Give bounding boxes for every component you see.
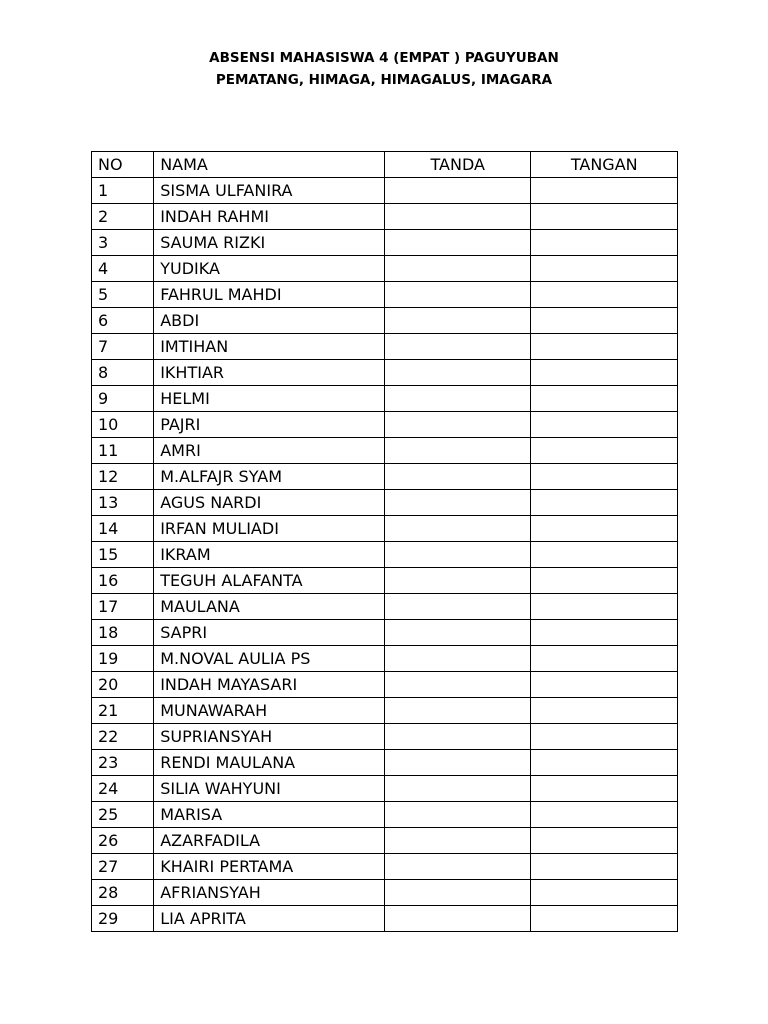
table-row [92,646,678,672]
table-row [92,802,678,828]
table-row [92,438,678,464]
row-number-cell: 3 [92,230,154,256]
header-nama: NAMA [154,152,385,178]
row-name-cell: M.NOVAL AULIA PS [154,646,385,672]
signature-cell-tanda[interactable] [384,880,531,906]
row-number-cell: 8 [92,360,154,386]
row-number-cell: 14 [92,516,154,542]
row-number-cell: 12 [92,464,154,490]
table-row [92,672,678,698]
signature-cell-tanda[interactable] [384,360,531,386]
signature-cell-tangan[interactable] [531,620,678,646]
signature-cell-tangan[interactable] [531,282,678,308]
table-row [92,568,678,594]
row-number-cell: 5 [92,282,154,308]
table-row [92,334,678,360]
row-number-cell: 13 [92,490,154,516]
signature-cell-tanda[interactable] [384,386,531,412]
signature-cell-tanda[interactable] [384,750,531,776]
table-row [92,594,678,620]
signature-cell-tanda[interactable] [384,412,531,438]
table-row [92,880,678,906]
table-row [92,282,678,308]
row-name-cell: MAULANA [154,594,385,620]
signature-cell-tanda[interactable] [384,308,531,334]
row-number-cell: 25 [92,802,154,828]
signature-cell-tangan[interactable] [531,256,678,282]
row-number-cell: 19 [92,646,154,672]
signature-cell-tangan[interactable] [531,880,678,906]
signature-cell-tangan[interactable] [531,594,678,620]
signature-cell-tangan[interactable] [531,802,678,828]
signature-cell-tanda[interactable] [384,230,531,256]
row-number-cell: 21 [92,698,154,724]
signature-cell-tanda[interactable] [384,776,531,802]
table-row [92,412,678,438]
signature-cell-tangan[interactable] [531,672,678,698]
row-number-cell: 18 [92,620,154,646]
row-name-cell: FAHRUL MAHDI [154,282,385,308]
table-row [92,542,678,568]
signature-cell-tangan[interactable] [531,412,678,438]
table-row [92,516,678,542]
signature-cell-tanda[interactable] [384,516,531,542]
signature-cell-tanda[interactable] [384,464,531,490]
row-name-cell: PAJRI [154,412,385,438]
signature-cell-tanda[interactable] [384,178,531,204]
row-number-cell: 27 [92,854,154,880]
signature-cell-tanda[interactable] [384,282,531,308]
row-number-cell: 24 [92,776,154,802]
table-row [92,490,678,516]
signature-cell-tanda[interactable] [384,698,531,724]
row-name-cell: MARISA [154,802,385,828]
signature-cell-tangan[interactable] [531,490,678,516]
row-name-cell: ABDI [154,308,385,334]
row-number-cell: 22 [92,724,154,750]
signature-cell-tangan[interactable] [531,750,678,776]
row-number-cell: 10 [92,412,154,438]
row-name-cell: M.ALFAJR SYAM [154,464,385,490]
row-number-cell: 23 [92,750,154,776]
signature-cell-tangan[interactable] [531,178,678,204]
signature-cell-tanda[interactable] [384,724,531,750]
row-name-cell: SAPRI [154,620,385,646]
table-row [92,750,678,776]
signature-cell-tanda[interactable] [384,906,531,932]
row-name-cell: IRFAN MULIADI [154,516,385,542]
header-tanda: TANDA [384,152,531,178]
table-row [92,256,678,282]
signature-cell-tangan[interactable] [531,906,678,932]
table-row [92,906,678,932]
table-row [92,854,678,880]
signature-cell-tanda[interactable] [384,646,531,672]
table-row [92,776,678,802]
signature-cell-tanda[interactable] [384,672,531,698]
table-row [92,828,678,854]
signature-cell-tangan[interactable] [531,828,678,854]
row-name-cell: AMRI [154,438,385,464]
attendance-table [91,151,678,932]
signature-cell-tangan[interactable] [531,698,678,724]
row-name-cell: SILIA WAHYUNI [154,776,385,802]
signature-cell-tanda[interactable] [384,620,531,646]
row-name-cell: IKRAM [154,542,385,568]
signature-cell-tangan[interactable] [531,334,678,360]
signature-cell-tangan[interactable] [531,386,678,412]
table-row [92,386,678,412]
row-name-cell: YUDIKA [154,256,385,282]
row-name-cell: KHAIRI PERTAMA [154,854,385,880]
table-body [92,178,678,932]
document-title-line-1: ABSENSI MAHASISWA 4 (EMPAT ) PAGUYUBAN [209,50,559,66]
row-name-cell: LIA APRITA [154,906,385,932]
row-number-cell: 15 [92,542,154,568]
row-name-cell: SUPRIANSYAH [154,724,385,750]
row-number-cell: 7 [92,334,154,360]
signature-cell-tangan[interactable] [531,568,678,594]
row-name-cell: SISMA ULFANIRA [154,178,385,204]
signature-cell-tanda[interactable] [384,828,531,854]
document-title-line-2: PEMATANG, HIMAGA, HIMAGALUS, IMAGARA [215,72,553,88]
table-row [92,308,678,334]
signature-cell-tangan[interactable] [531,776,678,802]
row-name-cell: INDAH RAHMI [154,204,385,230]
signature-cell-tangan[interactable] [531,464,678,490]
signature-cell-tanda[interactable] [384,256,531,282]
signature-cell-tanda[interactable] [384,594,531,620]
row-name-cell: AGUS NARDI [154,490,385,516]
signature-cell-tanda[interactable] [384,802,531,828]
row-number-cell: 11 [92,438,154,464]
row-number-cell: 16 [92,568,154,594]
row-number-cell: 1 [92,178,154,204]
signature-cell-tangan[interactable] [531,724,678,750]
table-row [92,724,678,750]
row-name-cell: TEGUH ALAFANTA [154,568,385,594]
signature-cell-tanda[interactable] [384,334,531,360]
row-name-cell: IKHTIAR [154,360,385,386]
row-number-cell: 29 [92,906,154,932]
table-row [92,178,678,204]
signature-cell-tangan[interactable] [531,204,678,230]
row-number-cell: 9 [92,386,154,412]
table-row [92,620,678,646]
signature-cell-tangan[interactable] [531,542,678,568]
table-row [92,464,678,490]
row-number-cell: 17 [92,594,154,620]
signature-cell-tanda[interactable] [384,438,531,464]
row-number-cell: 2 [92,204,154,230]
table-header-row [92,152,678,178]
signature-cell-tangan[interactable] [531,854,678,880]
row-name-cell: MUNAWARAH [154,698,385,724]
signature-cell-tanda[interactable] [384,854,531,880]
row-name-cell: HELMI [154,386,385,412]
signature-cell-tanda[interactable] [384,568,531,594]
signature-cell-tangan[interactable] [531,646,678,672]
header-tangan: TANGAN [531,152,678,178]
row-name-cell: IMTIHAN [154,334,385,360]
row-number-cell: 6 [92,308,154,334]
row-number-cell: 20 [92,672,154,698]
signature-cell-tangan[interactable] [531,516,678,542]
signature-cell-tangan[interactable] [531,360,678,386]
signature-cell-tangan[interactable] [531,230,678,256]
row-number-cell: 26 [92,828,154,854]
row-name-cell: AFRIANSYAH [154,880,385,906]
row-name-cell: RENDI MAULANA [154,750,385,776]
signature-cell-tanda[interactable] [384,490,531,516]
signature-cell-tanda[interactable] [384,204,531,230]
row-name-cell: AZARFADILA [154,828,385,854]
signature-cell-tangan[interactable] [531,308,678,334]
signature-cell-tanda[interactable] [384,542,531,568]
row-number-cell: 28 [92,880,154,906]
table-row [92,230,678,256]
table-row [92,698,678,724]
table-row [92,204,678,230]
header-no: NO [92,152,154,178]
row-name-cell: INDAH MAYASARI [154,672,385,698]
signature-cell-tangan[interactable] [531,438,678,464]
row-number-cell: 4 [92,256,154,282]
row-name-cell: SAUMA RIZKI [154,230,385,256]
table-row [92,360,678,386]
